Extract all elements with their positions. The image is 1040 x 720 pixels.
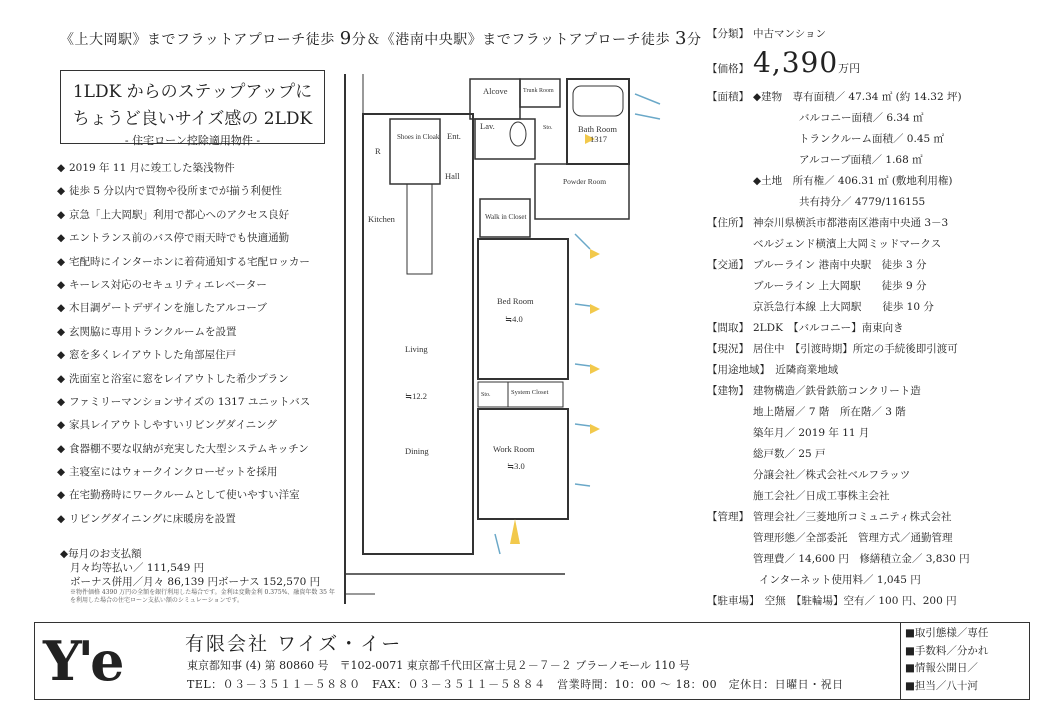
spec-status: 居住中: [753, 343, 785, 355]
spec-bldg: ◆建物: [753, 91, 783, 103]
fp-powder: Powder Room: [563, 177, 607, 186]
spec-land-area: 所有権／ 406.31 ㎡ (敷地利用権): [792, 175, 953, 187]
feature-item: [57, 488, 347, 511]
feature-text: キーレス対応のセキュリティエレベーター: [69, 278, 267, 291]
spec-management: 管理形態／全部委託 管理方式／通勤管理: [753, 532, 953, 544]
station-name: 港南中央駅: [395, 32, 468, 48]
feature-item: [57, 348, 347, 371]
diamond-icon: ◆: [57, 255, 66, 268]
spec-address2: ベルジェンド横濱上大岡ミッドマークス: [753, 238, 942, 250]
spec-zone: 近隣商業地域: [775, 364, 839, 376]
fp-workroom: Work Room: [493, 444, 535, 454]
company-logo: Y'e: [43, 629, 121, 693]
company-address: [187, 657, 690, 673]
spec-price-unit: 万円: [838, 62, 861, 75]
spec-bike: 空有／ 100 円、200 円: [843, 595, 957, 607]
spec-label: 【管理】: [707, 511, 749, 523]
spec-management: インターネット使用料／ 1,045 円: [759, 574, 921, 586]
feature-text: リビングダイニングに床暖房を設置: [69, 512, 236, 525]
diamond-icon: ◆: [57, 232, 66, 245]
spec-label: 【駐車場】: [707, 595, 755, 607]
feature-item: [57, 395, 347, 418]
headline-text: 》までフラットアプローチ徒歩: [132, 32, 335, 48]
feature-item: [57, 161, 347, 184]
headline: [60, 28, 701, 49]
spec-area: 専有面積／ 47.34 ㎡ (約 14.32 坪): [792, 91, 962, 103]
diamond-icon: ◆: [57, 466, 66, 479]
diamond-icon: ◆: [57, 278, 66, 291]
fp-system-closet: System Closet: [511, 389, 549, 396]
walk-minutes: 9: [339, 28, 352, 49]
feature-item: [57, 372, 347, 395]
diamond-icon: ◆: [57, 419, 66, 432]
fp-bath-no: 1317: [590, 134, 607, 144]
fp-workroom-size: ≒3.0: [507, 461, 525, 471]
feature-item: [57, 184, 347, 207]
spec-label: 【住所】: [707, 217, 749, 229]
feature-item: [57, 301, 347, 324]
company-contact: TEL：０３－３５１１－５８８０ FAX：０３－３５１１－５８８４ 営業時間：10：00 ～ 18：00 定休日：日曜日・祝日: [187, 678, 844, 691]
spec-label: 【面積】: [707, 91, 749, 103]
spec-building: 地上階層／ 7 階 所在階／ 3 階: [753, 406, 906, 418]
fp-trunk: Trunk Room: [523, 88, 554, 94]
feature-text: 2019 年 11 月に竣工した築浅物件: [69, 162, 235, 174]
diamond-icon: ◆: [57, 162, 66, 174]
walk-minutes: 3: [674, 28, 687, 49]
spec-label: 【バルコニー】: [793, 322, 862, 334]
fp-alcove: Alcove: [483, 86, 508, 96]
diamond-icon: ◆: [57, 372, 66, 385]
diamond-icon: ◆: [57, 185, 66, 198]
diamond-icon: ◆: [57, 512, 66, 525]
trade-info: [905, 625, 988, 695]
feature-text: 在宅勤務時にワークルームとして使いやすい洋室: [69, 489, 300, 502]
powder-room-area: [535, 164, 629, 219]
fp-bath: Bath Room: [578, 124, 617, 134]
feature-item: [57, 208, 347, 231]
spec-layout: 2LDK: [753, 322, 783, 334]
station-name: 上大岡駅: [74, 32, 133, 48]
spec-building: 施工会社／日成工事株主会社: [753, 490, 890, 502]
spec-building: 建物構造／鉄骨鉄筋コンクリート造: [753, 385, 921, 397]
payment-section: [60, 547, 340, 605]
spec-handover: 所定の手続後即引渡可: [852, 343, 958, 355]
bath-room-area: [567, 79, 629, 164]
footer: [34, 622, 1030, 700]
feature-text: エントランス前のバス停で雨天時でも快適通勤: [69, 232, 290, 245]
spec-land: ◆土地: [753, 175, 783, 187]
spec-traffic: 京浜急行本線 上大岡駅 徒歩 10 分: [753, 301, 934, 313]
fp-bedroom-size: ≒4.0: [505, 314, 523, 324]
spec-label: 【価格】: [707, 63, 749, 75]
spec-traffic: ブルーライン 上大岡駅 徒歩 9 分: [753, 280, 927, 292]
spec-label: 【間取】: [707, 322, 749, 334]
spec-share: 共有持分／ 4779/116155: [799, 196, 926, 208]
fp-living-size: ≒12.2: [405, 391, 428, 401]
diamond-icon: ◆: [57, 302, 66, 315]
feature-item: [57, 442, 347, 465]
feature-text: 洗面室と浴室に窓をレイアウトした希少プラン: [69, 372, 289, 385]
diamond-icon: ◆: [57, 395, 66, 408]
spec-balcony-area: バルコニー面積／ 6.34 ㎡: [799, 112, 924, 124]
feature-item: [57, 512, 347, 535]
feature-list: [57, 161, 347, 535]
spec-building: 分譲会社／株式会社ベルフラッツ: [753, 469, 911, 481]
spec-label: 【駐輪場】: [796, 595, 844, 607]
feature-text: 窓を多くレイアウトした角部屋住戸: [69, 349, 237, 362]
alcove-area: [470, 79, 520, 119]
diamond-icon: ◆: [57, 489, 66, 502]
spec-address: 神奈川県横浜市都港南区港南中央通 3－3: [753, 217, 949, 229]
fp-ent: Ent.: [447, 131, 461, 141]
fp-shoes: Shoes in Cloak: [397, 133, 440, 141]
spec-label: 【交通】: [707, 259, 749, 271]
address: 〒102-0071 東京都千代田区富士見２－７－２ ブラーノモール 110 号: [339, 659, 690, 672]
diamond-icon: ◆: [57, 208, 66, 221]
fp-dining: Dining: [405, 446, 429, 456]
tagline-box: [60, 70, 325, 147]
fp-hall: Hall: [445, 171, 460, 181]
shoes-cloak-area: [390, 119, 440, 184]
bathtub-icon: [573, 86, 623, 116]
trade-fee: ■手数料／分かれ: [905, 644, 989, 657]
fp-lav: Lav.: [480, 121, 495, 131]
spec-balcony-dir: 南東向き: [861, 322, 904, 334]
bedroom-area: [478, 239, 568, 379]
diamond-icon: ◆: [60, 548, 69, 560]
headline-text: 《: [60, 32, 75, 48]
feature-text: ファミリーマンションサイズの 1317 ユニットバス: [69, 395, 311, 408]
trade-staff: ■担当／八十河: [905, 679, 978, 692]
diamond-icon: ◆: [57, 349, 66, 362]
fp-living: Living: [405, 344, 428, 354]
fp-kitchen: Kitchen: [368, 214, 395, 224]
fp-r: R: [375, 146, 381, 156]
fp-sto2: Sto.: [481, 392, 491, 398]
payment-note: ※物件価格 4390 万円の全額を銀行利用した場合です。金利は変動金利 0.375%、融資年数 35 年を利用した場合の住宅ローン支払い額のシミュレーションです。: [70, 589, 335, 604]
license: 東京都知事 (4) 第 80860 号: [187, 659, 329, 672]
feature-item: [57, 255, 347, 278]
feature-text: 主寝室にはウォークインクローゼットを採用: [69, 466, 278, 479]
headline-text: 分＆: [351, 32, 381, 48]
diamond-icon: ◆: [57, 442, 66, 455]
fp-sto: Sto.: [543, 125, 553, 131]
tagline-line: ちょうど良いサイズ感の 2LDK: [72, 109, 313, 129]
spec-label: 【引渡時期】: [795, 343, 853, 355]
spec-trunk-area: トランクルーム面積／ 0.45 ㎡: [799, 133, 945, 145]
headline-text: 分: [686, 32, 702, 48]
trade-type: ■取引態様／専任: [905, 627, 989, 639]
spec-kind: 中古マンション: [753, 28, 827, 40]
spec-label: 【分類】: [707, 28, 749, 40]
fp-walkin: Walk in Closet: [485, 213, 527, 221]
spec-parking: 空無: [764, 595, 786, 607]
tagline-subtitle: - 住宅ローン控除適用物件 -: [124, 134, 261, 147]
spec-building: 築年月／ 2019 年 11 月: [753, 427, 870, 439]
feature-text: 木目調ゲートデザインを施したアルコーブ: [69, 302, 267, 315]
headline-text: 》までフラットアプローチ徒歩: [467, 32, 671, 48]
fp-bedroom: Bed Room: [497, 296, 534, 306]
feature-text: 玄関脇に専用トランクルームを設置: [69, 325, 237, 338]
company-name: 有限会社 ワイズ・イー: [185, 633, 403, 655]
spec-label: 【建物】: [707, 385, 749, 397]
feature-text: 家具レイアウトしやすいリビングダイニング: [69, 419, 277, 432]
spec-traffic: ブルーライン 港南中央駅 徒歩 3 分: [753, 259, 927, 271]
feature-text: 京急「上大岡駅」利用で都心へのアクセス良好: [69, 208, 290, 221]
headline-text: 《: [380, 32, 396, 48]
feature-item: [57, 231, 347, 254]
feature-item: [57, 465, 347, 488]
toilet-icon: [510, 122, 526, 146]
diamond-icon: ◆: [57, 325, 66, 338]
feature-item: [57, 278, 347, 301]
floor-plan: [335, 74, 665, 614]
tagline-line: 1LDK からのステップアップに: [72, 82, 313, 102]
spec-label: 【用途地域】: [707, 364, 765, 376]
spec-label: 【現況】: [707, 343, 749, 355]
spec-alcove-area: アルコーブ面積／ 1.68 ㎡: [799, 154, 923, 166]
spec-management: 管理会社／三菱地所コミュニティ株式会社: [753, 511, 952, 523]
kitchen-counter: [407, 184, 432, 274]
payment-bonus: ボーナス併用／月々 86,139 円ボーナス 152,570 円: [70, 576, 321, 588]
spec-management: 管理費／ 14,600 円 修繕積立金／ 3,830 円: [753, 553, 970, 565]
footer-divider: [900, 623, 901, 699]
feature-text: 食器棚不要な収納が充実した大型システムキッチン: [69, 442, 309, 455]
feature-item: [57, 418, 347, 441]
trade-date: ■情報公開日／: [905, 662, 978, 674]
payment-title: 毎月のお支払額: [68, 548, 142, 560]
feature-text: 宅配時にインターホンに着荷通知する宅配ロッカー: [69, 255, 310, 268]
spec-price: 4,390: [753, 46, 839, 79]
feature-text: 徒歩 5 分以内で買物や役所までが揃う利便性: [69, 185, 282, 198]
feature-item: [57, 325, 347, 348]
light-marks: [510, 134, 600, 544]
spec-building: 総戸数／ 25 戸: [753, 448, 826, 460]
payment-monthly: 月々均等払い／ 111,549 円: [70, 562, 205, 574]
